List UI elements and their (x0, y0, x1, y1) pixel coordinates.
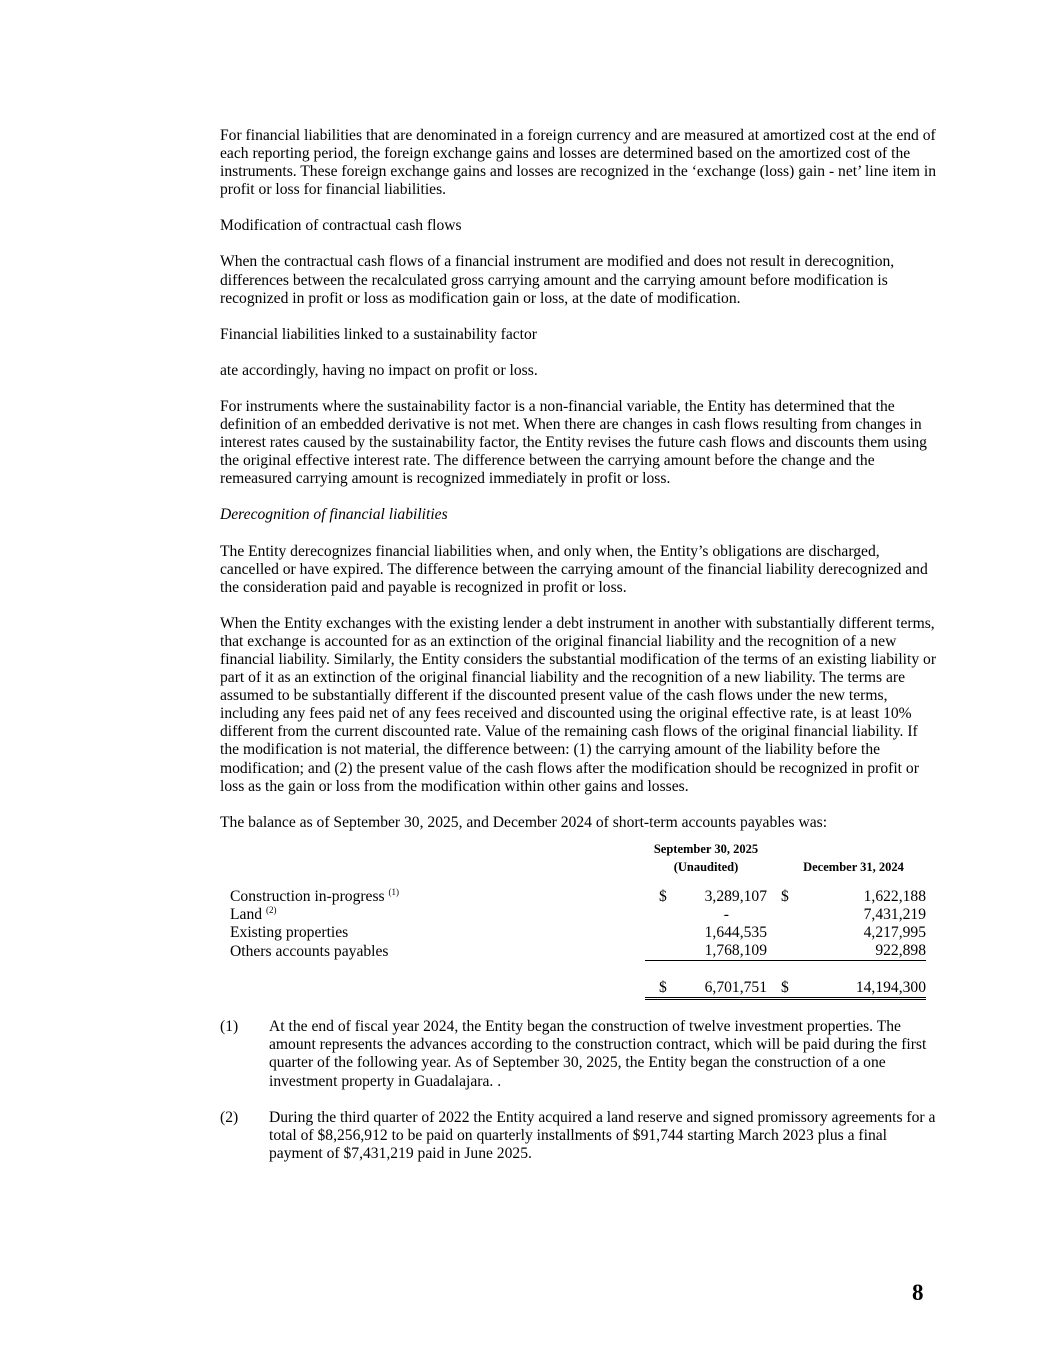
table-row (230, 888, 926, 906)
paragraph-balance-intro: The balance as of September 30, 2025, and December 2024 of short-term accounts payables was: (220, 813, 828, 831)
accounts-payable-table (230, 840, 926, 1000)
currency-symbol: $ (659, 887, 667, 905)
value-2025: 1,768,109 (675, 942, 767, 961)
table-row (230, 942, 926, 961)
document-body (220, 127, 940, 1181)
footnote-ref: (2) (265, 904, 277, 915)
footnote-label: (2) (220, 1108, 239, 1126)
col-header-unaudited: (Unaudited) (673, 859, 739, 874)
value-2025: 1,644,535 (704, 924, 767, 941)
value-2024: 1,622,188 (863, 887, 926, 905)
value-2024: 922,898 (801, 942, 926, 961)
value-2025: - (723, 905, 729, 923)
footnote-2 (220, 1109, 940, 1163)
col-header-sep-2025: September 30, 2025 (653, 841, 759, 856)
paragraph-foreign-currency: For financial liabilities that are denominated in a foreign currency and are measured at amortized cost at the end of each reporting period, the foreign exchange gains and losses are determined based on the amortized cost of the instruments. These foreign exchange gains and losses are recognized in the ‘exchange (loss) gain - net’ line item in profit or loss for financial liabilities. (220, 127, 937, 199)
total-2024: 14,194,300 (801, 979, 926, 999)
value-2024: 4,217,995 (863, 924, 926, 941)
row-label: Land (230, 905, 263, 923)
currency-symbol: $ (645, 979, 675, 999)
row-label: Existing properties (230, 924, 349, 941)
footnote-1 (220, 1018, 940, 1090)
value-2024: 7,431,219 (863, 905, 926, 923)
paragraph-sustainability-nonfinancial: For instruments where the sustainability factor is a non-financial variable, the Entity has determined that the definition of an embedded derivative is not met. When there are changes in cash flows resulting from changes in interest rates caused by the sustainability factor, the Entity revises the future cash flows and discounts them using the original effective interest rate. The difference between the carrying amount before the change and the remeasured carrying amount is recognized immediately in profit or loss. (220, 397, 927, 488)
row-label: Construction in-progress (230, 887, 385, 905)
table-total-row (230, 979, 926, 999)
row-label: Others accounts payables (230, 942, 389, 960)
heading-sustainability: Financial liabilities linked to a sustainability factor (220, 325, 537, 343)
table-row (230, 906, 926, 924)
paragraph-exchange: When the Entity exchanges with the existing lender a debt instrument in another with substantially different terms, that exchange is accounted for as an extinction of the original financial liability and the recognition of a new financial liability. Similarly, the Entity considers the substantial modification of the terms of an existing liability or part of it as an extinction of the original financial liability and the recognition of a new liability. The terms are assumed to be substantially different if the discounted present value of the cash flows under the new terms, including any fees paid net of any fees received and discounted using the original effective rate, is at least 10% different from the current discounted rate. Value of the remaining cash flows of the original financial liability. If the modification is not material, the difference between: (1) the carrying amount of the liability before the modification; and (2) the present value of the cash flows after the modification should be recognized in profit or loss as the gain or loss from the modification within other gains and losses. (220, 614, 937, 795)
footnote-text: At the end of fiscal year 2024, the Entity began the construction of twelve investment properties. The amount represents the advances according to the construction contract, which will be paid during the first quarter of the following year. As of September 30, 2025, the Entity began the construction of a one investment property in Guadalajara. . (269, 1018, 927, 1090)
heading-modification: Modification of contractual cash flows (220, 217, 462, 235)
currency-symbol: $ (767, 979, 801, 999)
heading-derecognition: Derecognition of financial liabilities (220, 506, 448, 524)
paragraph-modification: When the contractual cash flows of a financial instrument are modified and does not result in derecognition, differences between the recalculated gross carrying amount and the carrying amount before modification is recognized in profit or loss as modification gain or loss, at the date of modification. (220, 253, 895, 307)
total-2025: 6,701,751 (675, 979, 767, 999)
value-2025: 3,289,107 (704, 887, 767, 905)
col-header-dec-2024: December 31, 2024 (803, 859, 904, 874)
table-row (230, 924, 926, 942)
currency-symbol: $ (781, 887, 789, 905)
paragraph-sustainability-fragment: ate accordingly, having no impact on profit or loss. (220, 361, 538, 379)
footnote-label: (1) (220, 1018, 239, 1036)
page-number: 8 (912, 1280, 924, 1305)
paragraph-derecognition: The Entity derecognizes financial liabilities when, and only when, the Entity’s obligations are discharged, cancelled or have expired. The difference between the carrying amount of the financial liability derecognized and the consideration paid and payable is recognized in profit or loss. (220, 542, 928, 596)
footnote-ref: (1) (388, 886, 400, 897)
footnote-text: During the third quarter of 2022 the Entity acquired a land reserve and signed promissory agreements for a total of $8,256,912 to be paid on quarterly installments of $91,744 starting March 2023 plus a final payment of $7,431,219 paid in June 2025. (269, 1108, 936, 1162)
